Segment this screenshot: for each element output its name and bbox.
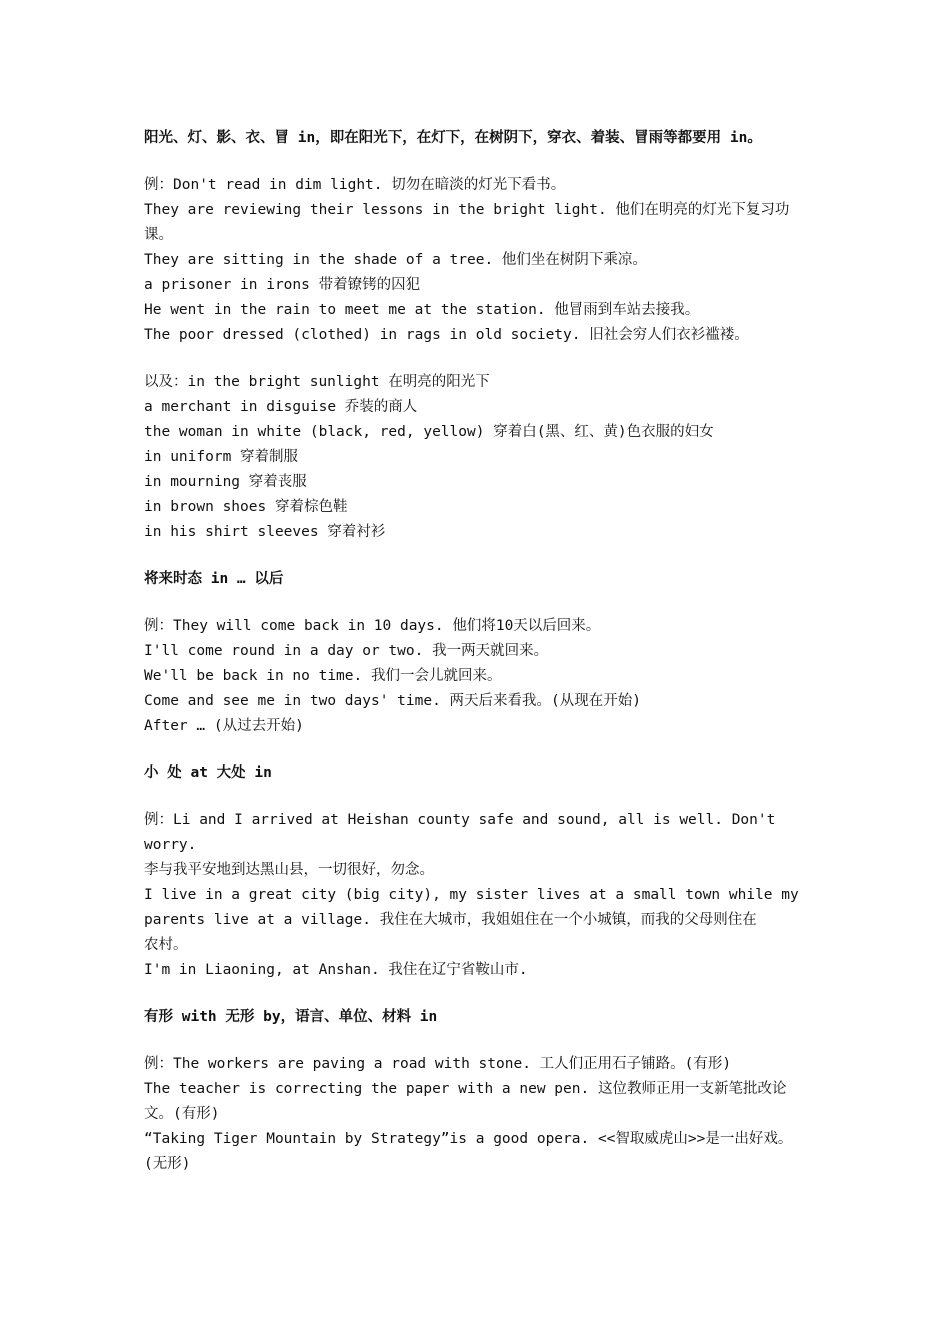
document-page: [144, 126, 814, 1177]
example-line: After … (从过去开始): [144, 718, 304, 734]
section-place-at-in: [144, 761, 814, 983]
example-line: Come and see me in two days' time. 两天后来看我。(从现在开始): [144, 693, 641, 709]
example-line: a prisoner in irons 带着镣铐的囚犯: [144, 277, 421, 293]
spacer: [144, 592, 814, 614]
phrase-line: in uniform 穿着制服: [144, 449, 299, 465]
phrase-line: in his shirt sleeves 穿着衬衫: [144, 524, 386, 540]
spacer: [144, 786, 814, 808]
example-line: They are reviewing their lessons in the bright light. 他们在明亮的灯光下复习功: [144, 202, 790, 218]
example-line: The teacher is correcting the paper with a new pen. 这位教师正用一支新笔批改论: [144, 1081, 787, 1097]
spacer: [144, 739, 814, 761]
phrase-line: 以及：in the bright sunlight 在明亮的阳光下: [144, 374, 490, 390]
phrase-line: a merchant in disguise 乔装的商人: [144, 399, 418, 415]
phrase-line: in brown shoes 穿着棕色鞋: [144, 499, 348, 515]
spacer: [144, 348, 814, 370]
spacer: [144, 151, 814, 173]
example-line: 农村。: [144, 937, 188, 953]
example-line: (无形): [144, 1156, 191, 1172]
example-line: 例：Don't read in dim light. 切勿在暗淡的灯光下看书。: [144, 177, 566, 193]
section-heading: 小 处 at 大处 in: [144, 765, 272, 781]
example-line: parents live at a village. 我住在大城市，我姐姐住在一个小城镇，而我的父母则住在: [144, 912, 757, 928]
phrase-line: the woman in white (black, red, yellow) 穿着白(黑、红、黄)色衣服的妇女: [144, 424, 714, 440]
example-line: 例：The workers are paving a road with stone. 工人们正用石子铺路。(有形): [144, 1056, 732, 1072]
example-line: 课。: [144, 227, 173, 243]
example-line: He went in the rain to meet me at the station. 他冒雨到车站去接我。: [144, 302, 700, 318]
section-clothing-light: [144, 126, 814, 545]
spacer: [144, 545, 814, 567]
example-line: 例：Li and I arrived at Heishan county safe and sound, all is well. Don't: [144, 812, 776, 828]
phrase-line: in mourning 穿着丧服: [144, 474, 307, 490]
example-line: “Taking Tiger Mountain by Strategy”is a good opera. <<智取威虎山>>是一出好戏。: [144, 1131, 793, 1147]
example-line: They are sitting in the shade of a tree. 他们坐在树阴下乘凉。: [144, 252, 647, 268]
example-line: worry.: [144, 837, 197, 853]
section-with-by-in: [144, 1005, 814, 1177]
example-line: 李与我平安地到达黑山县，一切很好，勿念。: [144, 862, 434, 878]
section-heading: 有形 with 无形 by，语言、单位、材料 in: [144, 1009, 438, 1025]
example-line: I'll come round in a day or two. 我一两天就回来。: [144, 643, 549, 659]
example-line: 文。(有形): [144, 1106, 220, 1122]
example-line: 例：They will come back in 10 days. 他们将10天以后回来。: [144, 618, 601, 634]
spacer: [144, 1030, 814, 1052]
example-line: We'll be back in no time. 我们一会儿就回来。: [144, 668, 502, 684]
example-line: I'm in Liaoning, at Anshan. 我住在辽宁省鞍山市.: [144, 962, 528, 978]
example-line: The poor dressed (clothed) in rags in old society. 旧社会穷人们衣衫褴褛。: [144, 327, 749, 343]
section-heading: 阳光、灯、影、衣、冒 in，即在阳光下，在灯下，在树阴下，穿衣、着装、冒雨等都要用 in。: [144, 130, 762, 146]
section-heading: 将来时态 in … 以后: [144, 571, 284, 587]
spacer: [144, 983, 814, 1005]
section-future-tense: [144, 567, 814, 739]
example-line: I live in a great city (big city), my sister lives at a small town while my: [144, 887, 799, 903]
